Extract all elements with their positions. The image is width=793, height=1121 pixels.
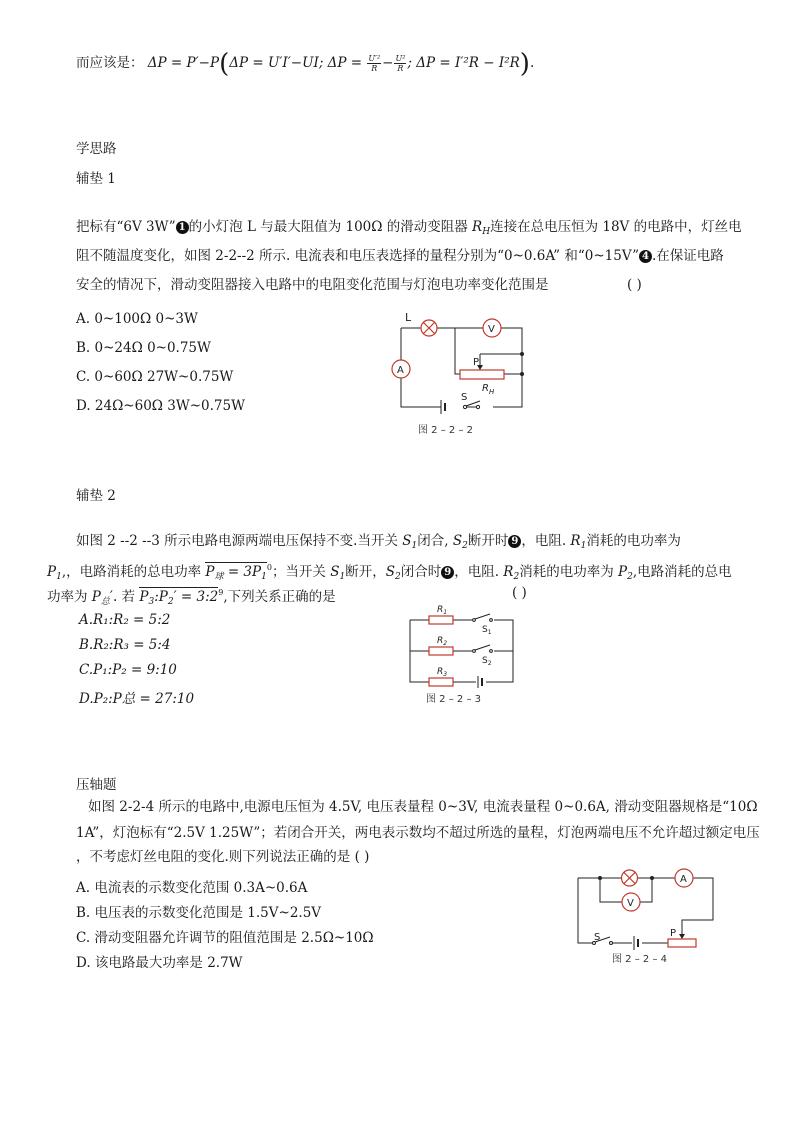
figure-2-2-3 [400,600,525,708]
section3-line3: ，不考虑灯丝电阻的变化.则下列说法正确的是 ( ) [76,849,370,865]
switch-label: S [594,932,601,943]
switch-s1-icon [472,614,494,624]
resistor-r1-icon [429,616,453,624]
formula-prefix: 而应该是： [76,55,144,71]
ammeter-label: A [680,874,687,885]
switch-s2-icon [472,645,494,655]
s2-label: $S_2$ [482,656,492,667]
figure-2-2-4 [570,866,720,968]
figure-caption: 图 2 – 2 – 2 [418,425,473,436]
section3-option-c: C. 滑动变阻器允许调节的阻值范围是 2.5Ω~10Ω [76,930,374,946]
junction-dot [598,876,602,880]
formula-suffix: . [529,55,535,71]
formula-part-c: ; ΔP = I′²R − I²R [407,55,520,71]
junction-dot [520,352,524,356]
section1-stem-line1: 把标有“6V 3W” 1 的小灯泡 L 与最大阻值为 100Ω 的滑动变阻器 $R_H$连接在总电压恒为 18V 的电路中，灯丝电 [76,219,742,237]
formula-part-b: ΔP = U′I′−UI; ΔP = [229,55,367,71]
section1-subheading: 辅垫 1 [76,171,116,187]
wire [578,878,592,943]
section1-stem-line2: 阻不随温度变化，如图 2-2--2 所示. 电流表和电压表选择的量程分别为“0~0.6A” 和“0~15V” 4 .在保证电路 [76,248,724,264]
battery-icon [441,400,445,414]
section1-option-d: D. 24Ω~60Ω 3W~0.75W [76,398,245,414]
lamp-label: L [405,311,412,324]
rheostat-icon [668,939,696,947]
rheostat-label: $R_H$ [482,383,495,396]
marker-circle-1: 1 [176,221,189,234]
rheostat-icon [460,370,504,379]
formula-part-a: ΔP = P′−P [147,55,220,71]
section1-stem-line3: 安全的情况下，滑动变阻器接入电路中的电阻变化范围与灯泡电功率变化范围是 [76,277,549,293]
formula-minus: − [382,55,394,71]
section1-option-c: C. 0~60Ω 27W~0.75W [76,369,234,385]
section2-option-b: B.R₂:R₃ = 5:4 [79,637,171,653]
overlined-ratio: $P_3:P_2'$ = 3:2 [139,589,219,607]
resistor-r2-icon [429,647,453,655]
resistor-r3-icon [429,678,453,686]
marker-circle-9b: 9 [441,566,454,579]
ammeter-label: A [397,365,404,376]
section3-option-b: B. 电压表的示数变化范围是 1.5V~2.5V [76,905,322,921]
r3-label: $R_3$ [437,667,448,678]
ammeter-icon [675,869,693,887]
battery-icon [476,674,486,690]
slider-arrow-icon [679,934,685,939]
s1-label: $S_1$ [482,625,492,636]
section3-option-d: D. 该电路最大功率是 2.7W [76,955,243,971]
section2-line2: $P_1$,，电路消耗的总电功率 $P_球 = 3P_1^0$；当开关 $S_1$断开，$S_2$闭合时 9 ，电阻. $R_2$消耗的电功率为 $P_2$,电路消耗的总电 [47,563,732,582]
formula-fraction-1: $\frac{\text{U′²}}{R}$ [368,54,381,73]
figure-caption: 图 2 – 2 – 4 [612,954,667,965]
formula-left-paren: ( [219,49,230,79]
marker-circle-9: 9 [508,535,521,548]
figure-caption: 图 2 – 2 – 3 [426,694,481,705]
formula-right-paren: ) [519,49,530,79]
slider-label: P [473,357,480,368]
section1-heading: 学思路 [76,141,117,157]
wire [493,328,522,407]
junction-dot [520,372,524,376]
marker-circle-4: 4 [639,250,652,263]
overlined-expression: $P_球 = 3P_1$ [205,564,267,582]
ammeter-icon [392,360,410,378]
section2-option-d: D.P₂:P总 = 27:10 [79,691,195,707]
section2-option-a: A.R₁:R₂ = 5:2 [79,612,171,628]
voltmeter-label: V [488,324,495,335]
figure-2-2-2 [385,310,535,440]
wire [401,378,441,407]
section3-heading: 压轴题 [76,777,117,793]
section2-subheading: 辅垫 2 [76,488,116,504]
r1-label: $R_1$ [437,605,448,616]
battery-icon [634,936,638,950]
section2-line1: 如图 2 --2 --3 所示电路电源两端电压保持不变.当开关 $S_1$闭合, $S_2$断开时 9 ，电阻. $R_1$消耗的电功率为 [76,533,681,551]
section2-option-c: C.P₁:P₂ = 9:10 [79,662,177,678]
wire [600,878,622,902]
section1-answer-blank: ( ) [627,277,642,293]
section1-option-a: A. 0~100Ω 0~3W [76,311,198,327]
switch-label: S [461,392,468,403]
voltmeter-label: V [627,898,634,909]
lamp-icon [421,320,437,336]
section2-answer-blank: ( ) [512,585,527,601]
section3-line2: 1A”，灯泡标有“2.5V 1.25W”；若闭合开关，两电表示数均不超过所选的量程，灯泡两端电压不允许超过额定电压 [76,825,760,841]
section3-option-a: A. 电流表的示数变化范围 0.3A~0.6A [76,880,308,896]
voltmeter-icon [622,893,640,911]
voltmeter-icon [483,319,501,337]
top-formula [76,50,534,77]
section2-line3: 功率为 $P_总'$. 若 $P_3:P_2'$ = $3:2^9$,下列关系正确的是 [47,588,336,607]
wire [640,878,652,902]
junction-dot [650,876,654,880]
section3-line1: 如图 2-2-4 所示的电路中,电源电压恒为 4.5V, 电压表量程 0~3V, 电流表量程 0~0.6A, 滑动变阻器规格是“10Ω [88,799,758,815]
section1-option-b: B. 0~24Ω 0~0.75W [76,340,211,356]
lamp-icon [622,870,638,886]
wire [455,328,460,374]
formula-fraction-2: $\frac{\text{U²}}{R}$ [395,54,406,73]
r2-label: $R_2$ [437,636,448,647]
slider-label: P [670,928,677,939]
